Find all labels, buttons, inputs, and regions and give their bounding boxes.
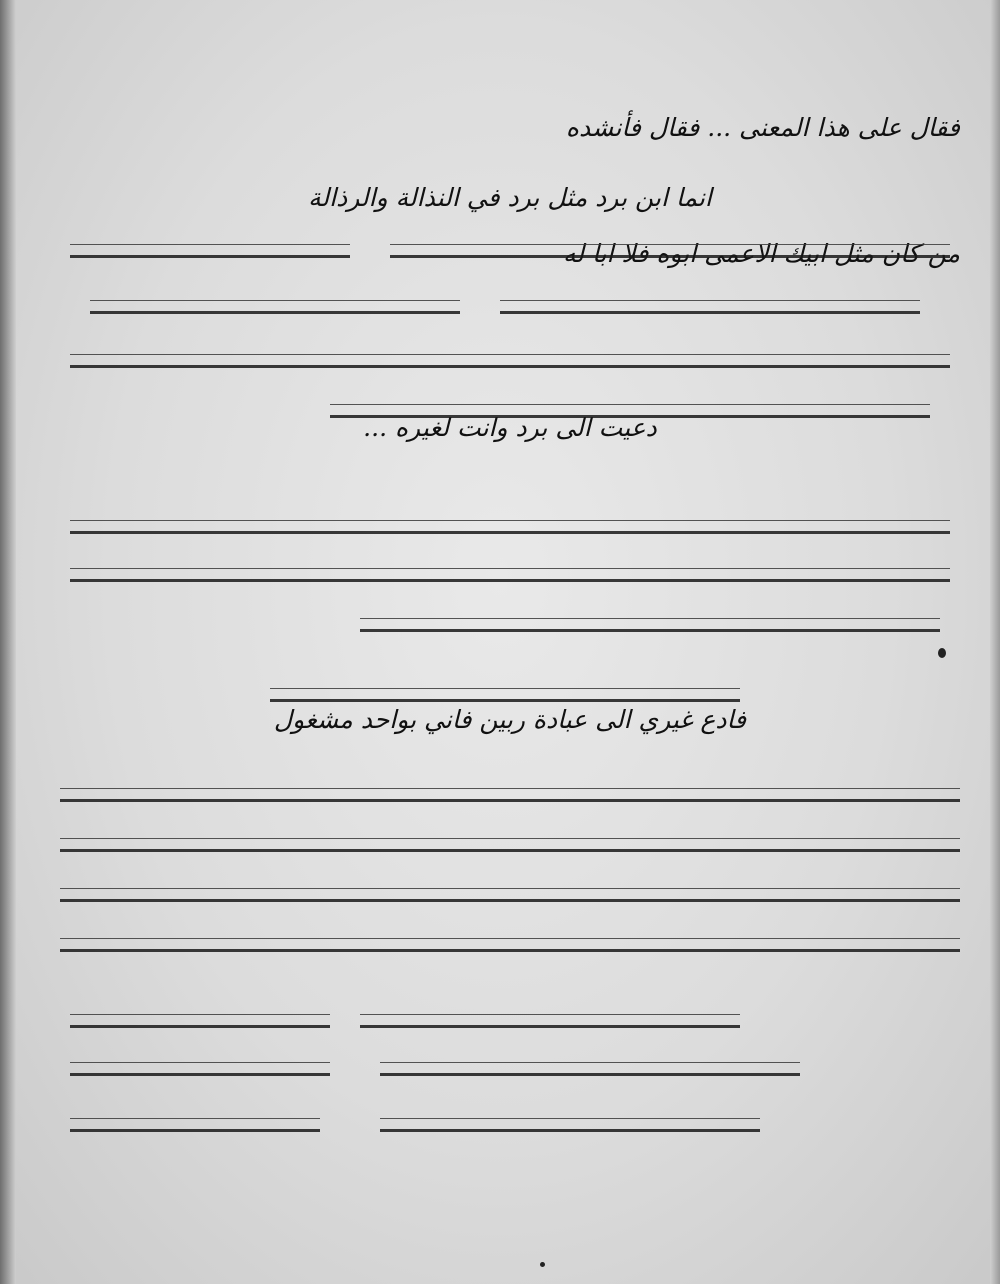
ink-stroke xyxy=(70,1118,320,1132)
ink-dot xyxy=(540,1262,545,1267)
page-right-edge-shadow xyxy=(990,0,1000,1284)
ink-stroke xyxy=(70,520,950,534)
verse-line: انما ابن برد مثل برد في النذالة والرذالة xyxy=(308,183,712,212)
ink-stroke xyxy=(90,300,460,314)
ink-stroke xyxy=(70,354,950,368)
manuscript-line: فقال على هذا المعنى ... فقال فأنشده xyxy=(565,113,960,142)
ink-stroke xyxy=(390,244,950,258)
manuscript-line xyxy=(60,454,960,494)
ink-stroke xyxy=(60,938,960,952)
ink-stroke xyxy=(500,300,920,314)
ink-stroke xyxy=(380,1118,760,1132)
ink-stroke xyxy=(70,1014,330,1028)
ink-stroke xyxy=(60,838,960,852)
manuscript-line xyxy=(60,748,960,788)
ink-stroke xyxy=(60,888,960,902)
ink-stroke xyxy=(360,618,940,632)
manuscript-line xyxy=(60,846,960,886)
manuscript-line xyxy=(60,1142,960,1182)
verse-line: من كان مثل ابيك الاعمى ابوه فلا ابا له xyxy=(563,239,960,268)
ink-stroke xyxy=(330,404,930,418)
page-left-edge-shadow xyxy=(0,0,16,1284)
ink-stroke xyxy=(70,568,950,582)
manuscript-line xyxy=(60,896,960,936)
verse-line: دعيت الى برد وانت لغيره ... xyxy=(363,413,657,442)
verse-line: فادع غيري الى عبادة ربين فاني بواحد مشغول xyxy=(273,705,747,734)
ink-blot xyxy=(938,648,946,658)
ink-stroke xyxy=(270,688,740,702)
ink-stroke xyxy=(360,1014,740,1028)
ink-stroke xyxy=(70,244,350,258)
ink-stroke xyxy=(380,1062,800,1076)
ink-stroke xyxy=(70,1062,330,1076)
manuscript-line xyxy=(60,796,960,836)
ink-stroke xyxy=(60,788,960,802)
